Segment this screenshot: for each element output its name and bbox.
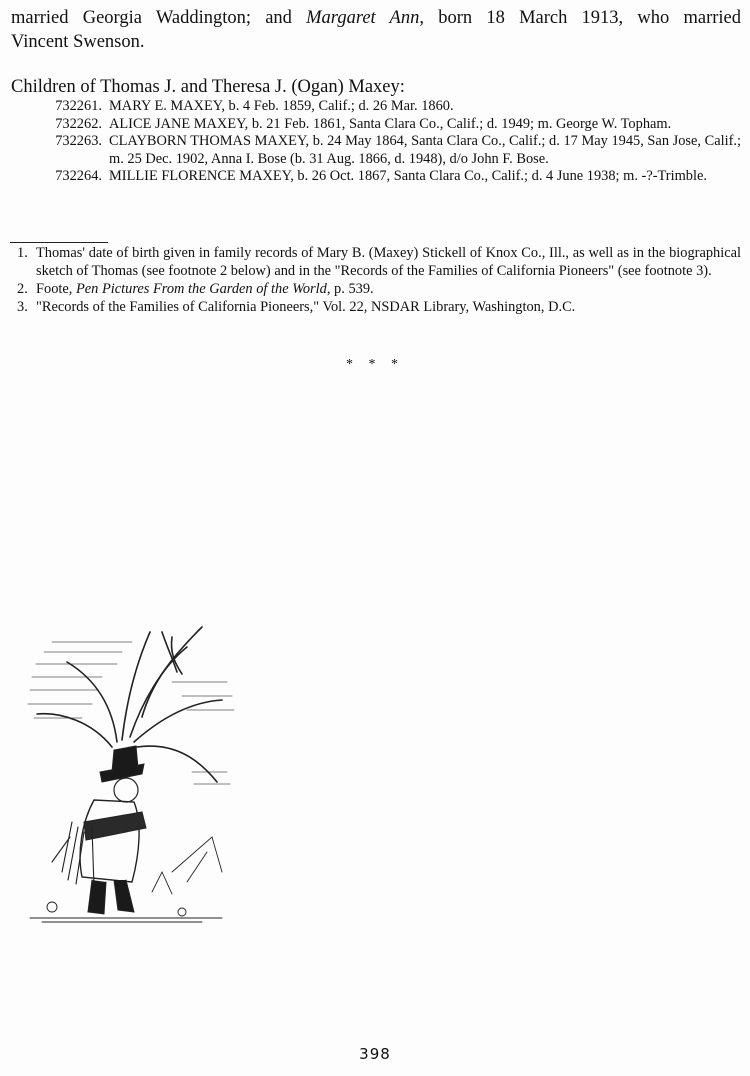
- child-number: 732264.: [55, 168, 102, 185]
- footnote-text-part: , p. 539.: [326, 281, 374, 297]
- child-number: 732262.: [55, 115, 102, 132]
- intro-text: , born 18 March 1913, who married: [419, 8, 742, 28]
- footnote-text: Thomas' date of birth given in family records of Mary B. (Maxey) Stickell of Knox Co., Ill., as well as in the biographical sketch of Thomas (see footnote 2 below) and in the "Records of the Families of California Pioneers" (see footnote 3).: [36, 245, 741, 279]
- child-entry: [0, 168, 750, 186]
- footnote-text-part: Foote,: [36, 281, 76, 297]
- engraving-illustration-icon: [22, 622, 238, 926]
- child-text: ALICE JANE MAXEY, b. 21 Feb. 1861, Santa Clara Co., Calif.; d. 1949; m. George W. Topham.: [109, 115, 672, 132]
- footnote-book-title: Pen Pictures From the Garden of the World: [75, 281, 327, 297]
- intro-italic-name: Margaret Ann: [306, 8, 420, 28]
- footnote: [0, 280, 750, 298]
- children-list: [0, 98, 750, 186]
- footnote: [0, 244, 750, 280]
- footnote-text: "Records of the Families of California Pioneers," Vol. 22, NSDAR Library, Washington, D.C.: [36, 299, 576, 315]
- child-text: CLAYBORN THOMAS MAXEY, b. 24 May 1864, Santa Clara Co., Calif.; d. 17 May 1945, San Jose, Calif.; m. 25 Dec. 1902, Anna I. Bose (b. 31 Aug. 1866, d. 1948), d/o John F. Bose.: [109, 133, 741, 167]
- child-entry: [0, 116, 750, 134]
- footnotes: [0, 244, 750, 316]
- child-entry: [0, 133, 750, 168]
- child-text: MARY E. MAXEY, b. 4 Feb. 1859, Calif.; d. 26 Mar. 1860.: [109, 98, 454, 114]
- intro-paragraph: [11, 6, 741, 54]
- footnote-number: 2.: [17, 281, 28, 297]
- footnote-number: 1.: [17, 245, 28, 261]
- footnote-divider: [10, 242, 108, 243]
- child-text: MILLIE FLORENCE MAXEY, b. 26 Oct. 1867, Santa Clara Co., Calif.; d. 4 June 1938; m. -?-Trimble.: [109, 168, 707, 185]
- footnote-text: [36, 280, 741, 298]
- child-entry: [0, 98, 750, 116]
- intro-text: married Georgia Waddington; and: [11, 8, 307, 28]
- child-number: 732261.: [55, 98, 102, 114]
- page-number: 398: [359, 1045, 391, 1063]
- intro-line-1: [11, 6, 741, 30]
- children-heading: Children of Thomas J. and Theresa J. (Ogan) Maxey:: [11, 77, 405, 97]
- footnote: [0, 298, 750, 316]
- section-separator: * * *: [346, 357, 404, 372]
- child-number: 732263.: [55, 133, 102, 150]
- intro-line-2: Vincent Swenson.: [11, 32, 145, 52]
- footnote-number: 3.: [17, 299, 28, 315]
